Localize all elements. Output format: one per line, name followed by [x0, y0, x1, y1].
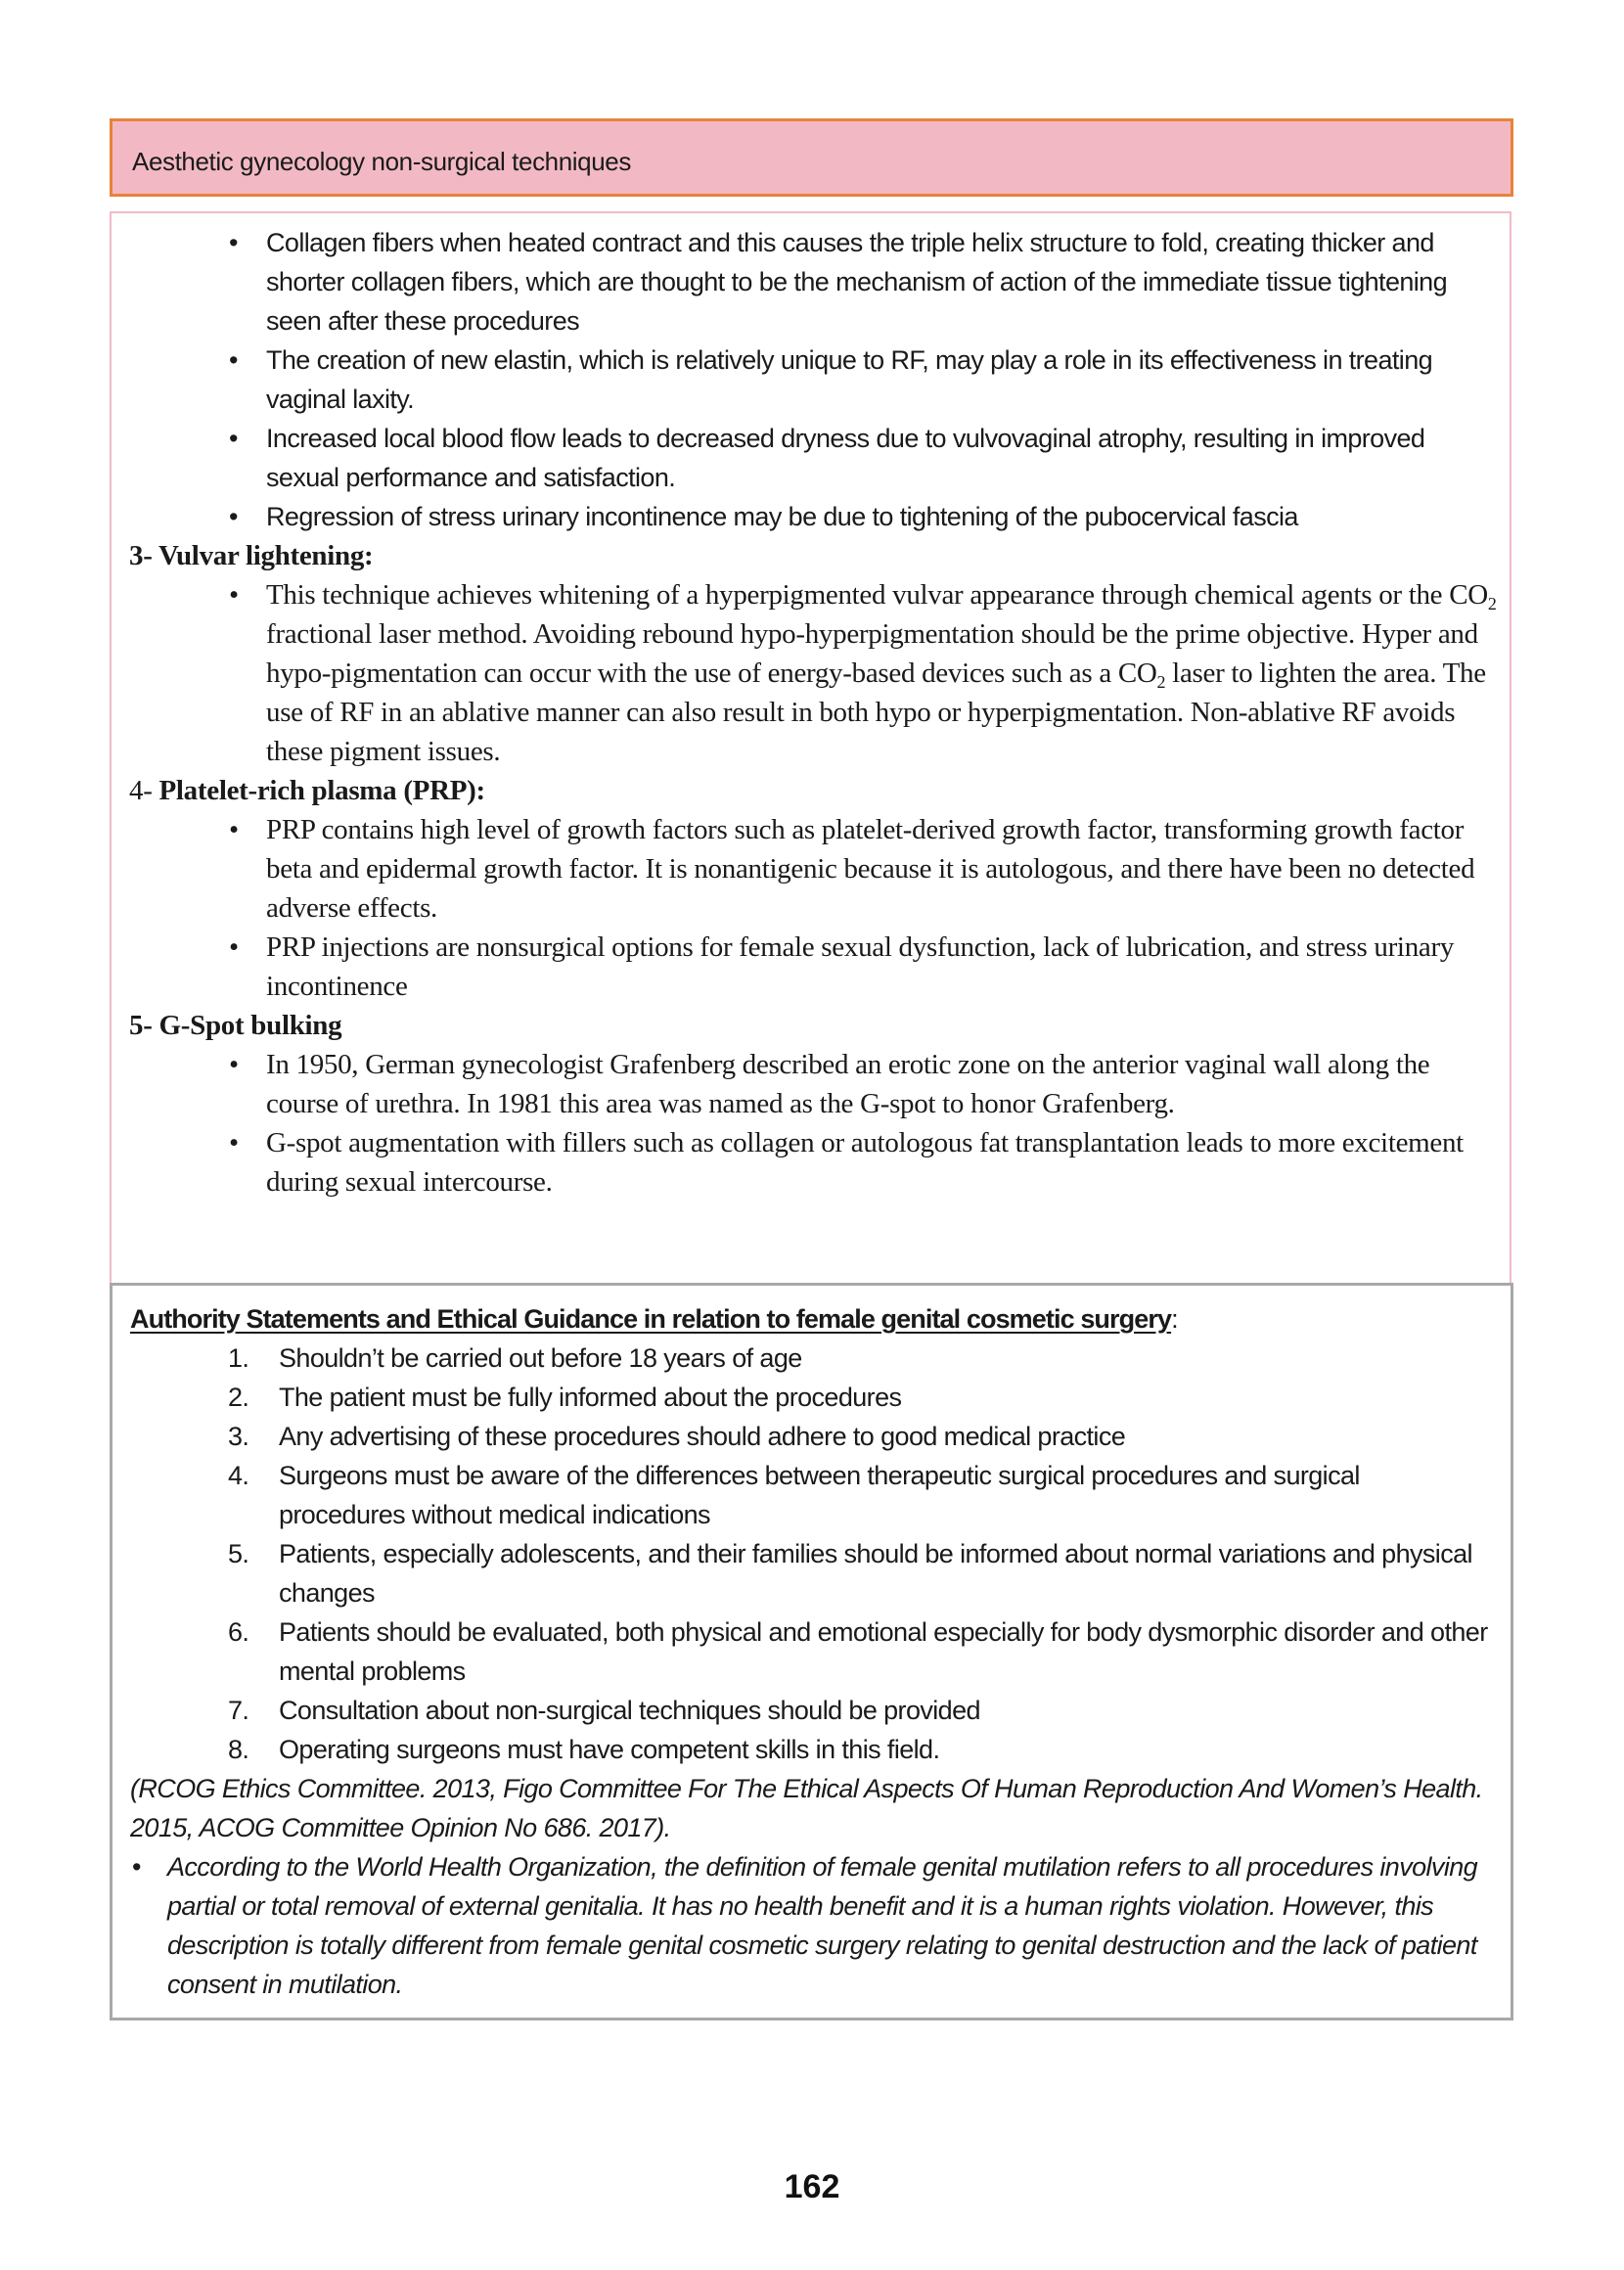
bullet-icon: • — [229, 228, 238, 257]
bullet-icon: • — [229, 931, 239, 963]
bullet-icon: • — [229, 502, 238, 531]
list-item: 6. Patients should be evaluated, both physical and emotional especially for body dysmorphic disorder and other mental problems — [228, 1617, 1488, 1686]
heading-prp: 4- Platelet-rich plasma (PRP): — [129, 775, 485, 806]
list-item: 8. Operating surgeons must have competent skills in this field. — [228, 1735, 940, 1764]
list-item: 7. Consultation about non-surgical techniques should be provided — [228, 1696, 980, 1725]
bullet-icon: • — [132, 1852, 141, 1882]
vulvar-lightening-list — [112, 575, 1510, 771]
page-number: 162 — [784, 2168, 840, 2205]
heading-vulvar-lightening: 3- Vulvar lightening: — [129, 540, 374, 571]
list-item: 2. The patient must be fully informed about the procedures — [228, 1383, 902, 1412]
list-item: 3. Any advertising of these procedures should adhere to good medical practice — [228, 1422, 1126, 1451]
bullet-icon: • — [229, 1127, 239, 1158]
rf-mechanism-list — [112, 223, 1510, 536]
list-item: • Collagen fibers when heated contract and this causes the triple helix structure to fold, creating thicker and shorter collagen fibers, which are thought to be the mechanism of action of the immediate tissue tightening seen after these procedures — [112, 223, 1510, 340]
prp-list — [112, 810, 1510, 1006]
section-header-title: Aesthetic gynecology non-surgical techniques — [132, 147, 631, 176]
bullet-icon: • — [229, 579, 239, 611]
bullet-icon: • — [229, 1049, 239, 1080]
who-note: • According to the World Health Organization, the definition of female genital mutilation refers to all procedures involving partial or total removal of external genitalia. It has no health benefit and it is a human rights violation. However, this description is totally different from female genital cosmetic surgery relating to genital destruction and the lack of patient consent in mutilation. — [113, 1847, 1511, 2004]
list-item: • PRP injections are nonsurgical options for female sexual dysfunction, lack of lubrication, and stress urinary incontinence — [112, 928, 1510, 1006]
ethics-guidance-box — [110, 1283, 1513, 2020]
list-item: • This technique achieves whitening of a hyperpigmented vulvar appearance through chemical agents or the $CO_2$ fractional laser method. Avoiding rebound hypo-hyperpigmentation should be the prime objective. Hyper and hypo-pigmentation can occur with the use of energy-based devices such as a $CO_2$ laser to lighten the area. The use of RF in an ablative manner can also result in both hypo or hyperpigmentation. Non-ablative RF avoids these pigment issues. — [112, 575, 1510, 771]
bullet-icon: • — [229, 814, 239, 845]
section-header-box — [110, 118, 1513, 197]
ethics-numbered-list — [113, 1339, 1511, 1769]
list-item: • Increased local blood flow leads to decreased dryness due to vulvovaginal atrophy, resulting in improved sexual performance and satisfaction. — [112, 419, 1510, 497]
bullet-icon: • — [229, 345, 238, 375]
bullet-icon: • — [229, 424, 238, 453]
citation: (RCOG Ethics Committee. 2013, Figo Committee For The Ethical Aspects Of Human Reproduction And Women’s Health. 2015, ACOG Committee Opinion No 686. 2017). — [130, 1774, 1483, 1842]
list-item: • The creation of new elastin, which is relatively unique to RF, may play a role in its effectiveness in treating vaginal laxity. — [112, 340, 1510, 419]
list-item: • G-spot augmentation with fillers such as collagen or autologous fat transplantation leads to more excitement during sexual intercourse. — [112, 1123, 1510, 1202]
list-item: 5. Patients, especially adolescents, and their families should be informed about normal variations and physical changes — [228, 1539, 1472, 1608]
techniques-content-box — [110, 211, 1511, 1285]
ethics-title: Authority Statements and Ethical Guidance in relation to female genital cosmetic surgery: — [130, 1304, 1178, 1334]
list-item: • In 1950, German gynecologist Grafenberg described an erotic zone on the anterior vaginal wall along the course of urethra. In 1981 this area was named as the G-spot to honor Grafenberg. — [112, 1045, 1510, 1123]
list-item: • Regression of stress urinary incontinence may be due to tightening of the pubocervical fascia — [112, 497, 1510, 536]
list-item: 1. Shouldn’t be carried out before 18 years of age — [228, 1343, 802, 1373]
list-item: 4. Surgeons must be aware of the differences between therapeutic surgical procedures and surgical procedures without medical indications — [228, 1461, 1360, 1529]
gspot-list — [112, 1045, 1510, 1202]
list-item: • PRP contains high level of growth factors such as platelet-derived growth factor, transforming growth factor beta and epidermal growth factor. It is nonantigenic because it is autologous, and there have been no detected adverse effects. — [112, 810, 1510, 928]
heading-gspot-bulking: 5- G-Spot bulking — [129, 1010, 342, 1041]
